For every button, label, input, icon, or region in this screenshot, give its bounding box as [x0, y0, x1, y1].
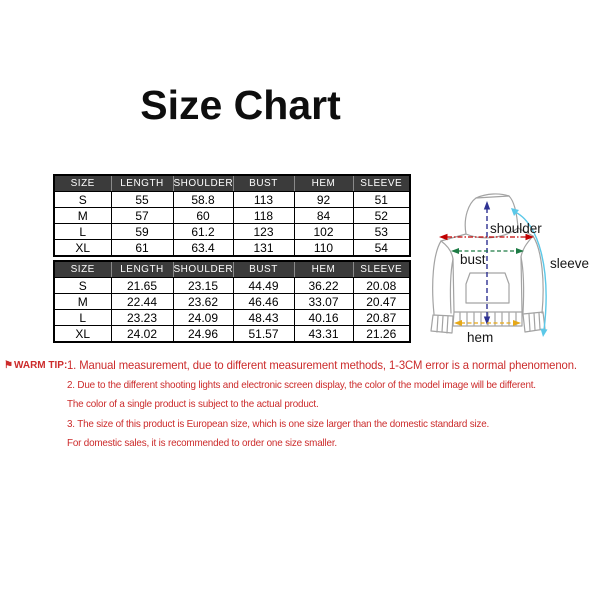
table-header-row	[54, 261, 410, 278]
cell-shoulder: 24.96	[173, 326, 233, 343]
cell-sleeve: 20.87	[353, 310, 410, 326]
warm-tip-line-5: For domestic sales, it is recommended to order one size smaller.	[67, 437, 338, 449]
table-row	[54, 224, 410, 240]
col-header-hem: HEM	[294, 261, 353, 278]
cell-length: 23.23	[111, 310, 173, 326]
cell-bust: 48.43	[233, 310, 294, 326]
col-header-sleeve: SLEEVE	[353, 261, 410, 278]
col-header-size: SIZE	[54, 261, 111, 278]
warm-tip-line-1: 1. Manual measurement, due to different measurement methods, 1-3CM error is a normal phenomenon.	[67, 358, 578, 372]
col-header-length: LENGTH	[111, 261, 173, 278]
cell-length: 21.65	[111, 278, 173, 294]
cell-length: 61	[111, 240, 173, 257]
cell-hem: 40.16	[294, 310, 353, 326]
cell-bust: 131	[233, 240, 294, 257]
table-header-row	[54, 175, 410, 192]
cell-hem: 110	[294, 240, 353, 257]
size-table-bottom	[53, 260, 411, 343]
cell-hem: 102	[294, 224, 353, 240]
hoodie-outline	[431, 194, 545, 333]
cell-sleeve: 20.08	[353, 278, 410, 294]
warm-tip-line-2: 2. Due to the different shooting lights and electronic screen display, the color of the model image will be different.	[67, 378, 537, 391]
cell-sleeve: 53	[353, 224, 410, 240]
cell-size: M	[54, 294, 111, 310]
cell-bust: 113	[233, 192, 294, 208]
table-row	[54, 310, 410, 326]
warm-tip-line-3: The color of a single product is subject to the actual product.	[67, 398, 319, 410]
bust-label: bust	[460, 252, 486, 267]
cell-hem: 33.07	[294, 294, 353, 310]
cell-bust: 118	[233, 208, 294, 224]
warm-tip-label: WARM TIP:	[13, 360, 68, 371]
size-table-top	[53, 174, 411, 257]
col-header-shoulder: SHOULDER	[173, 261, 233, 278]
sleeve-label: sleeve	[550, 256, 590, 271]
cell-size: XL	[54, 240, 111, 257]
table-row	[54, 278, 410, 294]
cell-shoulder: 63.4	[173, 240, 233, 257]
cell-shoulder: 23.15	[173, 278, 233, 294]
warm-tip-section	[4, 356, 600, 454]
cell-size: L	[54, 310, 111, 326]
cell-hem: 84	[294, 208, 353, 224]
shoulder-label: shoulder	[490, 221, 542, 236]
table-row	[54, 192, 410, 208]
col-header-length: LENGTH	[111, 175, 173, 192]
cell-size: S	[54, 192, 111, 208]
table-row	[54, 294, 410, 310]
cell-hem: 92	[294, 192, 353, 208]
warm-tip-label-block	[4, 356, 67, 376]
hoodie-measurement-diagram	[424, 172, 600, 360]
cell-hem: 36.22	[294, 278, 353, 294]
cell-sleeve: 20.47	[353, 294, 410, 310]
cell-bust: 51.57	[233, 326, 294, 343]
cell-length: 24.02	[111, 326, 173, 343]
cell-sleeve: 51	[353, 192, 410, 208]
cell-shoulder: 24.09	[173, 310, 233, 326]
cell-hem: 43.31	[294, 326, 353, 343]
cell-sleeve: 52	[353, 208, 410, 224]
cell-shoulder: 60	[173, 208, 233, 224]
warm-tip-lines	[67, 356, 577, 454]
warm-tip-line-4: 3. The size of this product is European size, which is one size larger than the domestic standard size.	[67, 417, 490, 430]
col-header-bust: BUST	[233, 175, 294, 192]
cell-length: 59	[111, 224, 173, 240]
cell-length: 57	[111, 208, 173, 224]
cell-size: L	[54, 224, 111, 240]
table-row	[54, 326, 410, 343]
cell-bust: 44.49	[233, 278, 294, 294]
cell-bust: 123	[233, 224, 294, 240]
table-row	[54, 240, 410, 257]
hem-label: hem	[467, 330, 494, 345]
cell-shoulder: 61.2	[173, 224, 233, 240]
cell-shoulder: 58.8	[173, 192, 233, 208]
cell-length: 55	[111, 192, 173, 208]
col-header-hem: HEM	[294, 175, 353, 192]
cell-size: S	[54, 278, 111, 294]
col-header-bust: BUST	[233, 261, 294, 278]
flag-icon: ⚑	[4, 360, 13, 371]
page-title: Size Chart	[140, 82, 341, 128]
col-header-shoulder: SHOULDER	[173, 175, 233, 192]
col-header-size: SIZE	[54, 175, 111, 192]
col-header-sleeve: SLEEVE	[353, 175, 410, 192]
cell-sleeve: 21.26	[353, 326, 410, 343]
cell-size: M	[54, 208, 111, 224]
cell-bust: 46.46	[233, 294, 294, 310]
cell-size: XL	[54, 326, 111, 343]
cell-length: 22.44	[111, 294, 173, 310]
cell-shoulder: 23.62	[173, 294, 233, 310]
cell-sleeve: 54	[353, 240, 410, 257]
table-row	[54, 208, 410, 224]
